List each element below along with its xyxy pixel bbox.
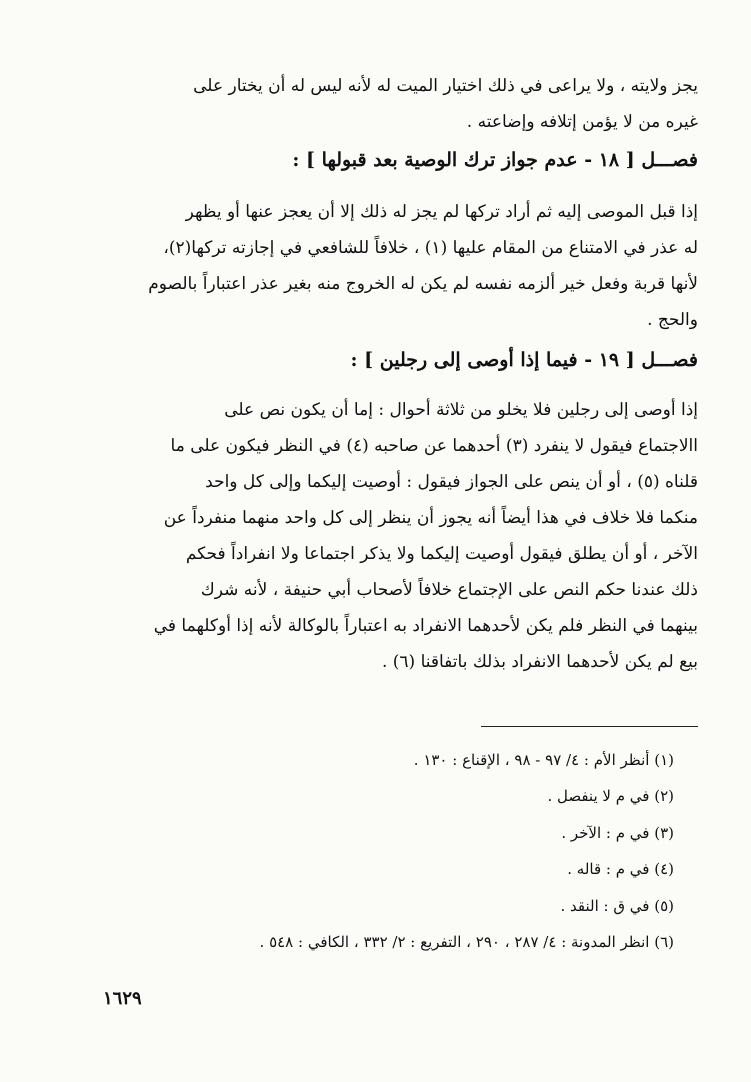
text-line: لأنها قربة وفعل خير ألزمه نفسه لم يكن له الخروج منه بغير عذر اعتباراً بالصوم (148, 274, 698, 294)
text-line: منكما فلا خلاف في هذا أيضاً أنه يجوز أن ينظر إلى كل واحد منهما منفرداً عن (163, 508, 698, 528)
text-line: قلناه (٥) ، أو أن ينص على الجواز فيقول : أوصيت إليكما وإلى كل واحد (205, 472, 698, 492)
text-line: غيره من لا يؤمن إتلافه وإضاعته . (466, 112, 698, 132)
footnote: (٦) انظر المدونة : ٤/ ٢٨٧ ، ٢٩٠ ، التفريع : ٢/ ٣٣٢ ، الكافي : ٥٤٨ . (259, 933, 674, 952)
paragraph-section-18 (100, 194, 698, 338)
footnote-divider (481, 726, 698, 727)
text-line: الآخر ، أو أن يطلق فيقول أوصيت إليكما ولا يذكر اجتماعا ولا انفراداً فحكم (185, 544, 698, 564)
text-line: بينهما في النظر فلم يكن لأحدهما الانفراد به اعتباراً بالوكالة لأنه إذا أوكلهما في (153, 616, 698, 636)
section-heading-18: فصـــل [ ١٨ - عدم جواز ترك الوصية بعد قبولها ] : (292, 149, 698, 171)
paragraph-continuation (100, 68, 698, 140)
text-line: إذا قبل الموصى إليه ثم أراد تركها لم يجز له ذلك إلا أن يعجز عنها أو يظهر (185, 202, 698, 222)
text-line: له عذر في الامتناع من المقام عليها (١) ، خلافاً للشافعي في إجازته تركها(٢)، (163, 238, 698, 258)
footnote: (١) أنظر الأم : ٤/ ٩٧ - ٩٨ ، الإقناع : ١٣٠ . (413, 751, 674, 769)
text-line: بيع لم يكن لأحدهما الانفراد بذلك باتفاقنا (٦) . (381, 652, 698, 672)
page-number: ١٦٢٩ (103, 988, 142, 1009)
footnote: (٢) في م لا ينفصل . (547, 787, 674, 806)
footnotes (100, 742, 674, 960)
section-heading-19: فصـــل [ ١٩ - فيما إذا أوصى إلى رجلين ] : (350, 349, 698, 371)
text-line: إذا أوصى إلى رجلين فلا يخلو من ثلاثة أحوال : إما أن يكون نص على (224, 400, 698, 420)
text-line: والحج . (647, 310, 698, 330)
footnote: (٥) في ق : النقد . (560, 896, 674, 915)
footnote: (٣) في م : الآخر . (561, 823, 674, 842)
text-line: ذلك عندنا حكم النص على الإجتماع خلافاً لأصحاب أبي حنيفة ، لأنه شرك (200, 580, 698, 600)
text-line: االاجتماع فيقول لا ينفرد (٣) أحدهما عن صاحبه (٤) في النظر فيكون على ما (170, 436, 698, 456)
footnote: (٤) في م : قاله . (567, 860, 674, 879)
text-line: يجز ولايته ، ولا يراعى في ذلك اختيار الميت له لأنه ليس له أن يختار على (193, 76, 698, 96)
paragraph-section-19 (100, 392, 698, 680)
